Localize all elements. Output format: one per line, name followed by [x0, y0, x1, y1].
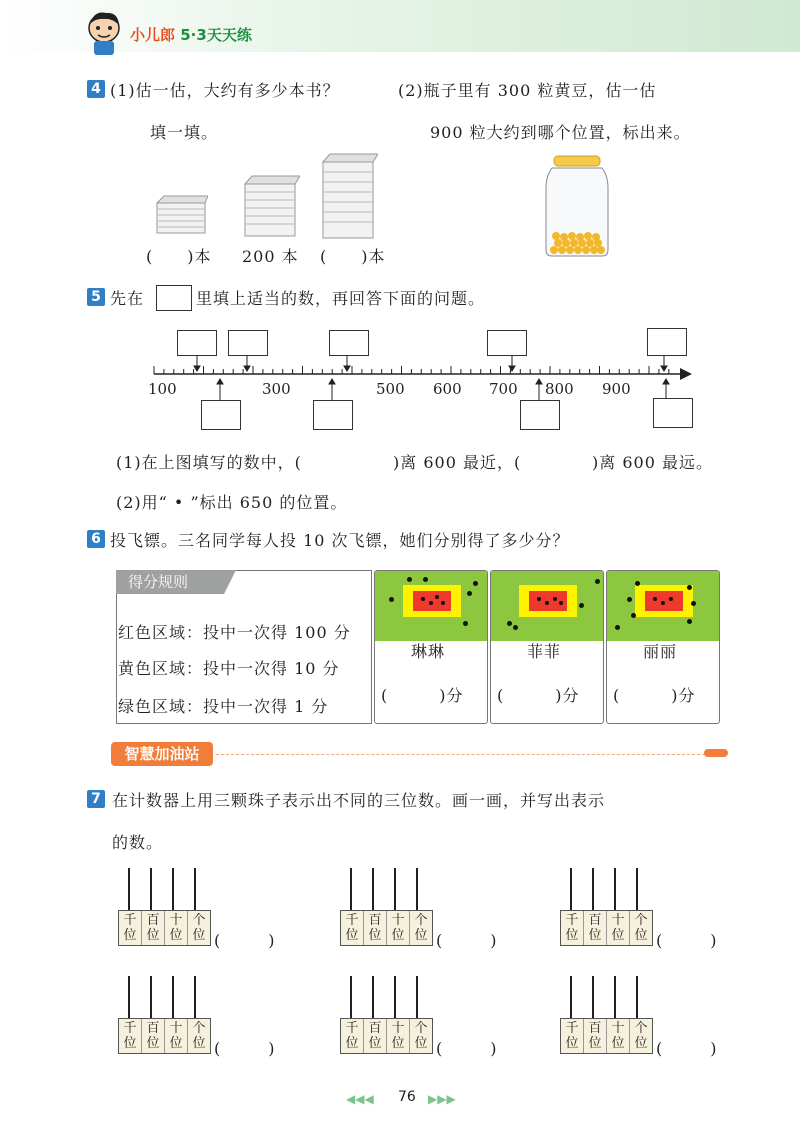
abacus-rod[interactable]: [416, 868, 418, 912]
abacus-rod[interactable]: [350, 976, 352, 1020]
place-label: 百 位: [584, 1019, 607, 1053]
jar-with-beans[interactable]: [544, 154, 610, 262]
place-label: 十 位: [607, 911, 630, 945]
nl-box-top-5[interactable]: [647, 328, 687, 356]
abacus-rod[interactable]: [150, 868, 152, 912]
abacus-base: [560, 1018, 653, 1054]
place-label: 十 位: [165, 1019, 188, 1053]
q5-sample-box: [156, 285, 192, 311]
place-label: 十 位: [387, 911, 410, 945]
abacus-answer[interactable]: ( ): [656, 1039, 717, 1058]
abacus-rod[interactable]: [636, 976, 638, 1020]
q6-number: 6: [87, 530, 105, 548]
player-name-feifei: 菲菲: [527, 642, 562, 661]
abacus-rod[interactable]: [394, 868, 396, 912]
book-stack-medium: [244, 174, 300, 242]
q5-number: 5: [87, 288, 105, 306]
nl-box-bottom-2[interactable]: [313, 400, 353, 430]
abacus-rod[interactable]: [128, 976, 130, 1020]
place-label: 个 位: [192, 1021, 206, 1051]
q4-known-count: 200 本: [242, 247, 299, 266]
abacus-rod[interactable]: [416, 976, 418, 1020]
book-stack-small: [156, 195, 208, 239]
q7-line2: 的数。: [112, 833, 164, 852]
place-label: 千 位: [119, 1019, 142, 1053]
board-linlin: [374, 570, 488, 724]
abacus-rod[interactable]: [394, 976, 396, 1020]
q5-intro-a: 先在: [110, 289, 145, 308]
abacus-base: [560, 910, 653, 946]
page-number: 76: [398, 1089, 416, 1105]
q6-question: 投飞镖。三名同学每人投 10 次飞镖，她们分别得了多少分？: [110, 531, 570, 550]
place-label: 百 位: [364, 911, 387, 945]
tick-label-800: 800: [545, 380, 574, 398]
abacus-rod[interactable]: [372, 868, 374, 912]
nl-box-top-2[interactable]: [228, 330, 268, 356]
abacus-rod[interactable]: [150, 976, 152, 1020]
series-name: 5·3天天练: [180, 26, 252, 44]
abacus-rod[interactable]: [614, 976, 616, 1020]
place-label: 个 位: [414, 1021, 428, 1051]
place-label: 千 位: [561, 1019, 584, 1053]
tick-label-700: 700: [489, 380, 518, 398]
abacus-rod[interactable]: [172, 868, 174, 912]
abacus-base: [340, 910, 433, 946]
q4-number: 4: [87, 80, 105, 98]
place-label: 百 位: [142, 911, 165, 945]
q5-sub2: (2)用“ • ”标出 650 的位置。: [116, 493, 348, 512]
abacus-rod[interactable]: [614, 868, 616, 912]
abacus-rod[interactable]: [592, 868, 594, 912]
abacus-answer[interactable]: ( ): [214, 931, 275, 950]
abacus-rod[interactable]: [194, 868, 196, 912]
q4-part1-line2: 填一填。: [150, 123, 219, 142]
q7-line1: 在计数器上用三颗珠子表示出不同的三位数。画一画，并写出表示: [112, 791, 606, 810]
tick-label-600: 600: [433, 380, 462, 398]
q4-part1-line1: (1)估一估，大约有多少本书？: [110, 81, 340, 100]
abacus-rod[interactable]: [172, 976, 174, 1020]
book-stack-large: [322, 152, 378, 244]
abacus-rod[interactable]: [372, 976, 374, 1020]
tick-label-900: 900: [602, 380, 631, 398]
q4-part2-line1: (2)瓶子里有 300 粒黄豆，估一估: [398, 81, 657, 100]
tick-label-500: 500: [376, 380, 405, 398]
abacus-rod[interactable]: [592, 976, 594, 1020]
abacus-rod[interactable]: [128, 868, 130, 912]
rule-title: 得分规则: [116, 570, 224, 594]
abacus-rod[interactable]: [636, 868, 638, 912]
abacus-rod[interactable]: [570, 976, 572, 1020]
abacus-rod[interactable]: [350, 868, 352, 912]
rule-green: 绿色区域：投中一次得 1 分: [118, 697, 329, 716]
place-label: 个 位: [192, 913, 206, 943]
player-name-linlin: 琳琳: [411, 642, 446, 661]
rule-red: 红色区域：投中一次得 100 分: [118, 623, 351, 642]
abacus-base: [340, 1018, 433, 1054]
brand-name: 小儿郎: [130, 26, 176, 44]
place-label: 十 位: [387, 1019, 410, 1053]
place-label: 千 位: [341, 1019, 364, 1053]
place-label: 个 位: [634, 1021, 648, 1051]
pager-left-arrows: ◀◀◀: [346, 1092, 374, 1106]
nl-box-top-3[interactable]: [329, 330, 369, 356]
board-lili: [606, 570, 720, 724]
abacus-answer[interactable]: ( ): [656, 931, 717, 950]
section-banner: 智慧加油站: [111, 742, 213, 766]
player-name-lili: 丽丽: [643, 642, 678, 661]
abacus-answer[interactable]: ( ): [436, 931, 497, 950]
place-label: 百 位: [584, 911, 607, 945]
place-label: 十 位: [607, 1019, 630, 1053]
q5-sub1-c: )离 600 最远。: [592, 453, 713, 472]
pager-right-arrows: ▶▶▶: [428, 1092, 456, 1106]
q5-sub1-a: (1)在上图填写的数中，(: [116, 453, 302, 472]
score-lili[interactable]: ( )分: [613, 686, 696, 705]
abacus-base: [118, 910, 211, 946]
score-feifei[interactable]: ( )分: [497, 686, 580, 705]
abacus-answer[interactable]: ( ): [214, 1039, 275, 1058]
place-label: 个 位: [634, 913, 648, 943]
abacus-rod[interactable]: [570, 868, 572, 912]
score-linlin[interactable]: ( )分: [381, 686, 464, 705]
nl-box-top-4[interactable]: [487, 330, 527, 356]
q5-sub1-b: )离 600 最近，(: [393, 453, 522, 472]
place-label: 百 位: [364, 1019, 387, 1053]
brand-title: [130, 24, 252, 45]
nl-box-bottom-1[interactable]: [201, 400, 241, 430]
q4-blank-1[interactable]: ( )本: [146, 247, 212, 266]
abacus-rod[interactable]: [194, 976, 196, 1020]
q4-part2-line2: 900 粒大约到哪个位置，标出来。: [430, 123, 691, 142]
rule-title-tab: [224, 570, 236, 594]
place-label: 个 位: [414, 913, 428, 943]
q4-blank-2[interactable]: ( )本: [320, 247, 386, 266]
rule-yellow: 黄色区域：投中一次得 10 分: [118, 659, 340, 678]
place-label: 百 位: [142, 1019, 165, 1053]
tick-label-300: 300: [262, 380, 291, 398]
board-feifei: [490, 570, 604, 724]
q7-number: 7: [87, 790, 105, 808]
pencil-icon: [704, 749, 728, 757]
nl-box-top-1[interactable]: [177, 330, 217, 356]
q5-intro-b: 里填上适当的数，再回答下面的问题。: [196, 289, 486, 308]
place-label: 千 位: [341, 911, 364, 945]
mascot-icon: [84, 10, 124, 56]
nl-box-bottom-4[interactable]: [653, 398, 693, 428]
place-label: 十 位: [165, 911, 188, 945]
nl-box-bottom-3[interactable]: [520, 400, 560, 430]
abacus-answer[interactable]: ( ): [436, 1039, 497, 1058]
tick-label-100: 100: [148, 380, 177, 398]
abacus-base: [118, 1018, 211, 1054]
banner-divider: [216, 754, 710, 755]
place-label: 千 位: [119, 911, 142, 945]
place-label: 千 位: [561, 911, 584, 945]
